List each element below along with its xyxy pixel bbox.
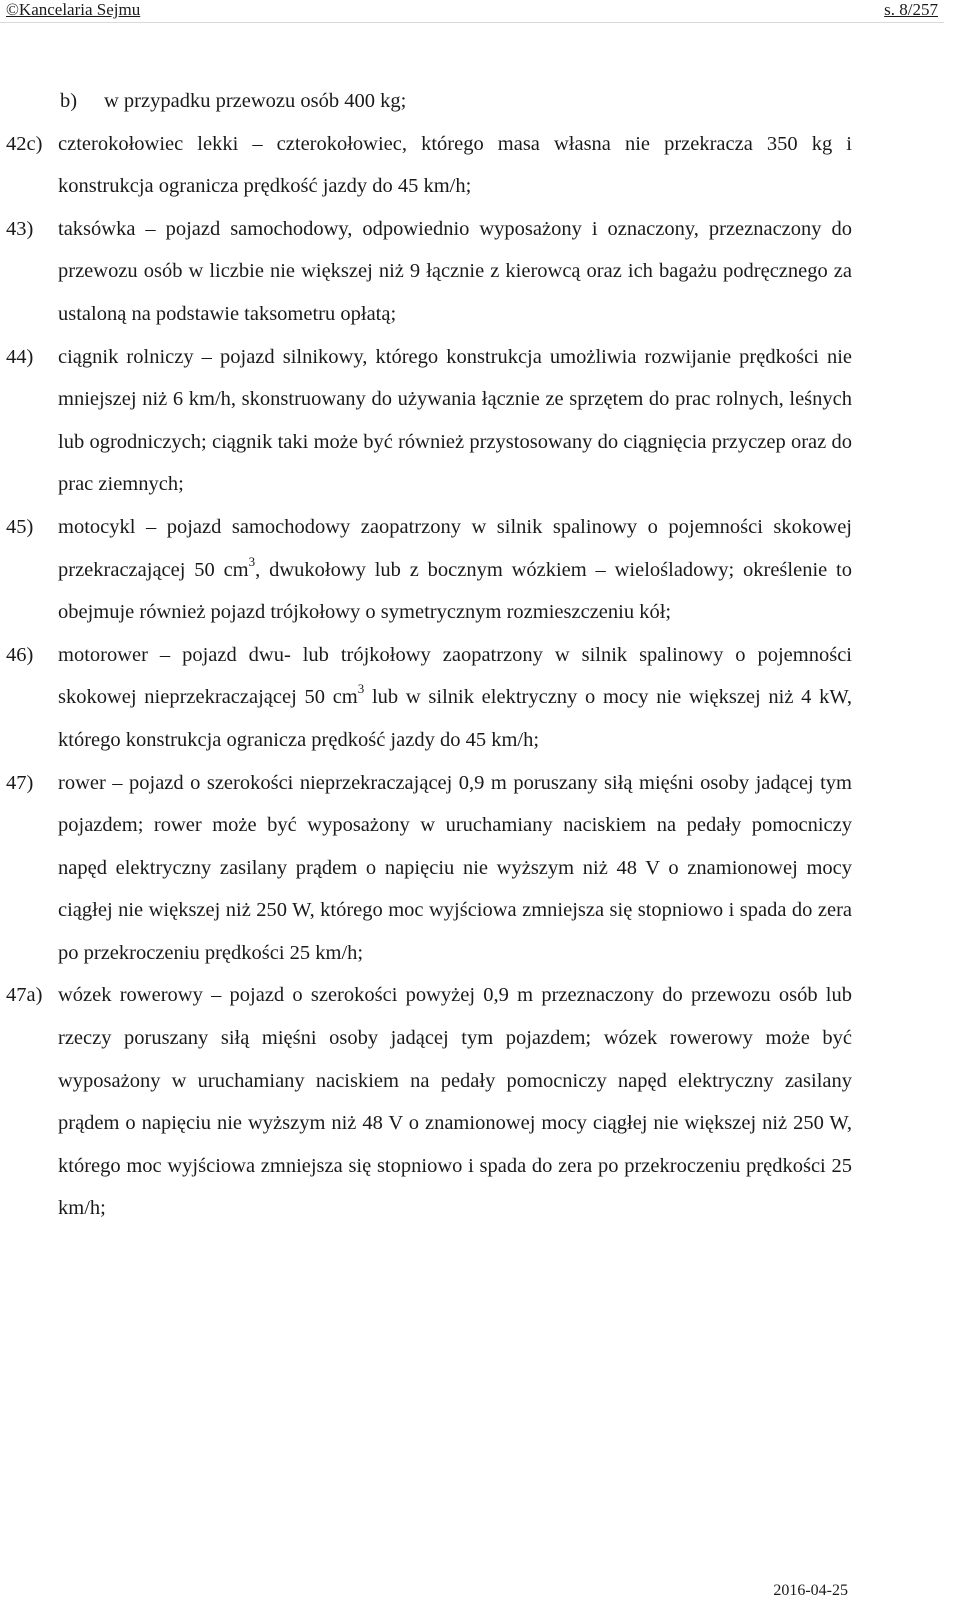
list-item-47a xyxy=(6,974,852,1230)
item-text: taksówka – pojazd samochodowy, odpowiednio wyposażony i oznaczony, przeznaczony do przewozu osób w liczbie nie większej niż 9 łącznie z kierowcą oraz ich bagażu podręcznego za ustaloną na podstawie taksometru opłatą; xyxy=(58,217,852,325)
page-header xyxy=(0,0,944,23)
item-label: 42c) xyxy=(6,132,43,155)
item-text xyxy=(58,634,852,762)
superscript: 3 xyxy=(357,681,365,697)
item-text-part: motocykl – pojazd samochodowy zaopatrzony w silnik spalinowy o pojemności skokowej przekraczającej 50 cm xyxy=(58,515,852,581)
item-text-part: lub w silnik elektryczny o mocy nie większej niż 4 kW, którego konstrukcja ogranicza prędkość jazdy do 45 km/h; xyxy=(58,686,852,751)
list-item-b xyxy=(6,80,852,123)
item-text-part: , dwukołowy lub z bocznym wózkiem – wielośladowy; określenie to obejmuje również pojazd trójkołowy o symetrycznym rozmieszczeniu kół; xyxy=(58,558,853,624)
item-text: w przypadku przewozu osób 400 kg; xyxy=(104,90,407,112)
list-item-45 xyxy=(6,506,852,634)
list-item-43 xyxy=(6,208,852,336)
superscript: 3 xyxy=(248,553,256,569)
item-label: b) xyxy=(60,90,78,112)
copyright-link[interactable]: ©Kancelaria Sejmu xyxy=(6,0,141,19)
item-label: 45) xyxy=(6,515,34,538)
footer-date: 2016-04-25 xyxy=(773,1582,848,1599)
item-text: rower – pojazd o szerokości nieprzekraczającej 0,9 m poruszany siłą mięśni osoby jadącej tym pojazdem; rower może być wyposażony w uruchamiany naciskiem na pedały pomocniczy napęd elektryczny zasilany prądem o napięciu nie wyższym niż 48 V o znamionowej mocy ciągłej nie większej niż 250 W, którego moc wyjściowa zmniejsza się stopniowo i spada do zera po przekroczeniu prędkości 25 km/h; xyxy=(58,771,852,964)
list-item-46 xyxy=(6,634,852,762)
page-number-link[interactable]: s. 8/257 xyxy=(884,0,938,19)
item-text xyxy=(58,506,852,634)
item-label: 43) xyxy=(6,217,34,240)
item-label: 47) xyxy=(6,771,34,794)
item-text: ciągnik rolniczy – pojazd silnikowy, którego konstrukcja umożliwia rozwijanie prędkości nie mniejszej niż 6 km/h, skonstruowany do używania łącznie ze sprzętem do prac rolnych, leśnych lub ogrodniczych; ciągnik taki może być również przystosowany do ciągnięcia przyczep oraz do prac ziemnych; xyxy=(58,345,852,496)
document-body xyxy=(6,80,852,1230)
item-label: 46) xyxy=(6,643,34,666)
item-label: 47a) xyxy=(6,984,43,1007)
list-item-42c xyxy=(6,123,852,208)
list-item-47 xyxy=(6,762,852,975)
item-text: wózek rowerowy – pojazd o szerokości powyżej 0,9 m przeznaczony do przewozu osób lub rzeczy poruszany siłą mięśni osoby jadącej tym pojazdem; wózek rowerowy może być wyposażony w uruchamiany naciskiem na pedały pomocniczy napęd elektryczny zasilany prądem o napięciu nie wyższym niż 48 V o znamionowej mocy ciągłej nie większej niż 250 W, którego moc wyjściowa zmniejsza się stopniowo i spada do zera po przekroczeniu prędkości 25 km/h; xyxy=(58,984,852,1220)
item-text: czterokołowiec lekki – czterokołowiec, którego masa własna nie przekracza 350 kg i konstrukcja ogranicza prędkość jazdy do 45 km/h; xyxy=(58,132,852,198)
item-label: 44) xyxy=(6,345,34,368)
item-text-part: motorower – pojazd dwu- lub trójkołowy zaopatrzony w silnik spalinowy o pojemności skokowej nieprzekraczającej 50 cm xyxy=(58,643,852,709)
list-item-44 xyxy=(6,336,852,506)
